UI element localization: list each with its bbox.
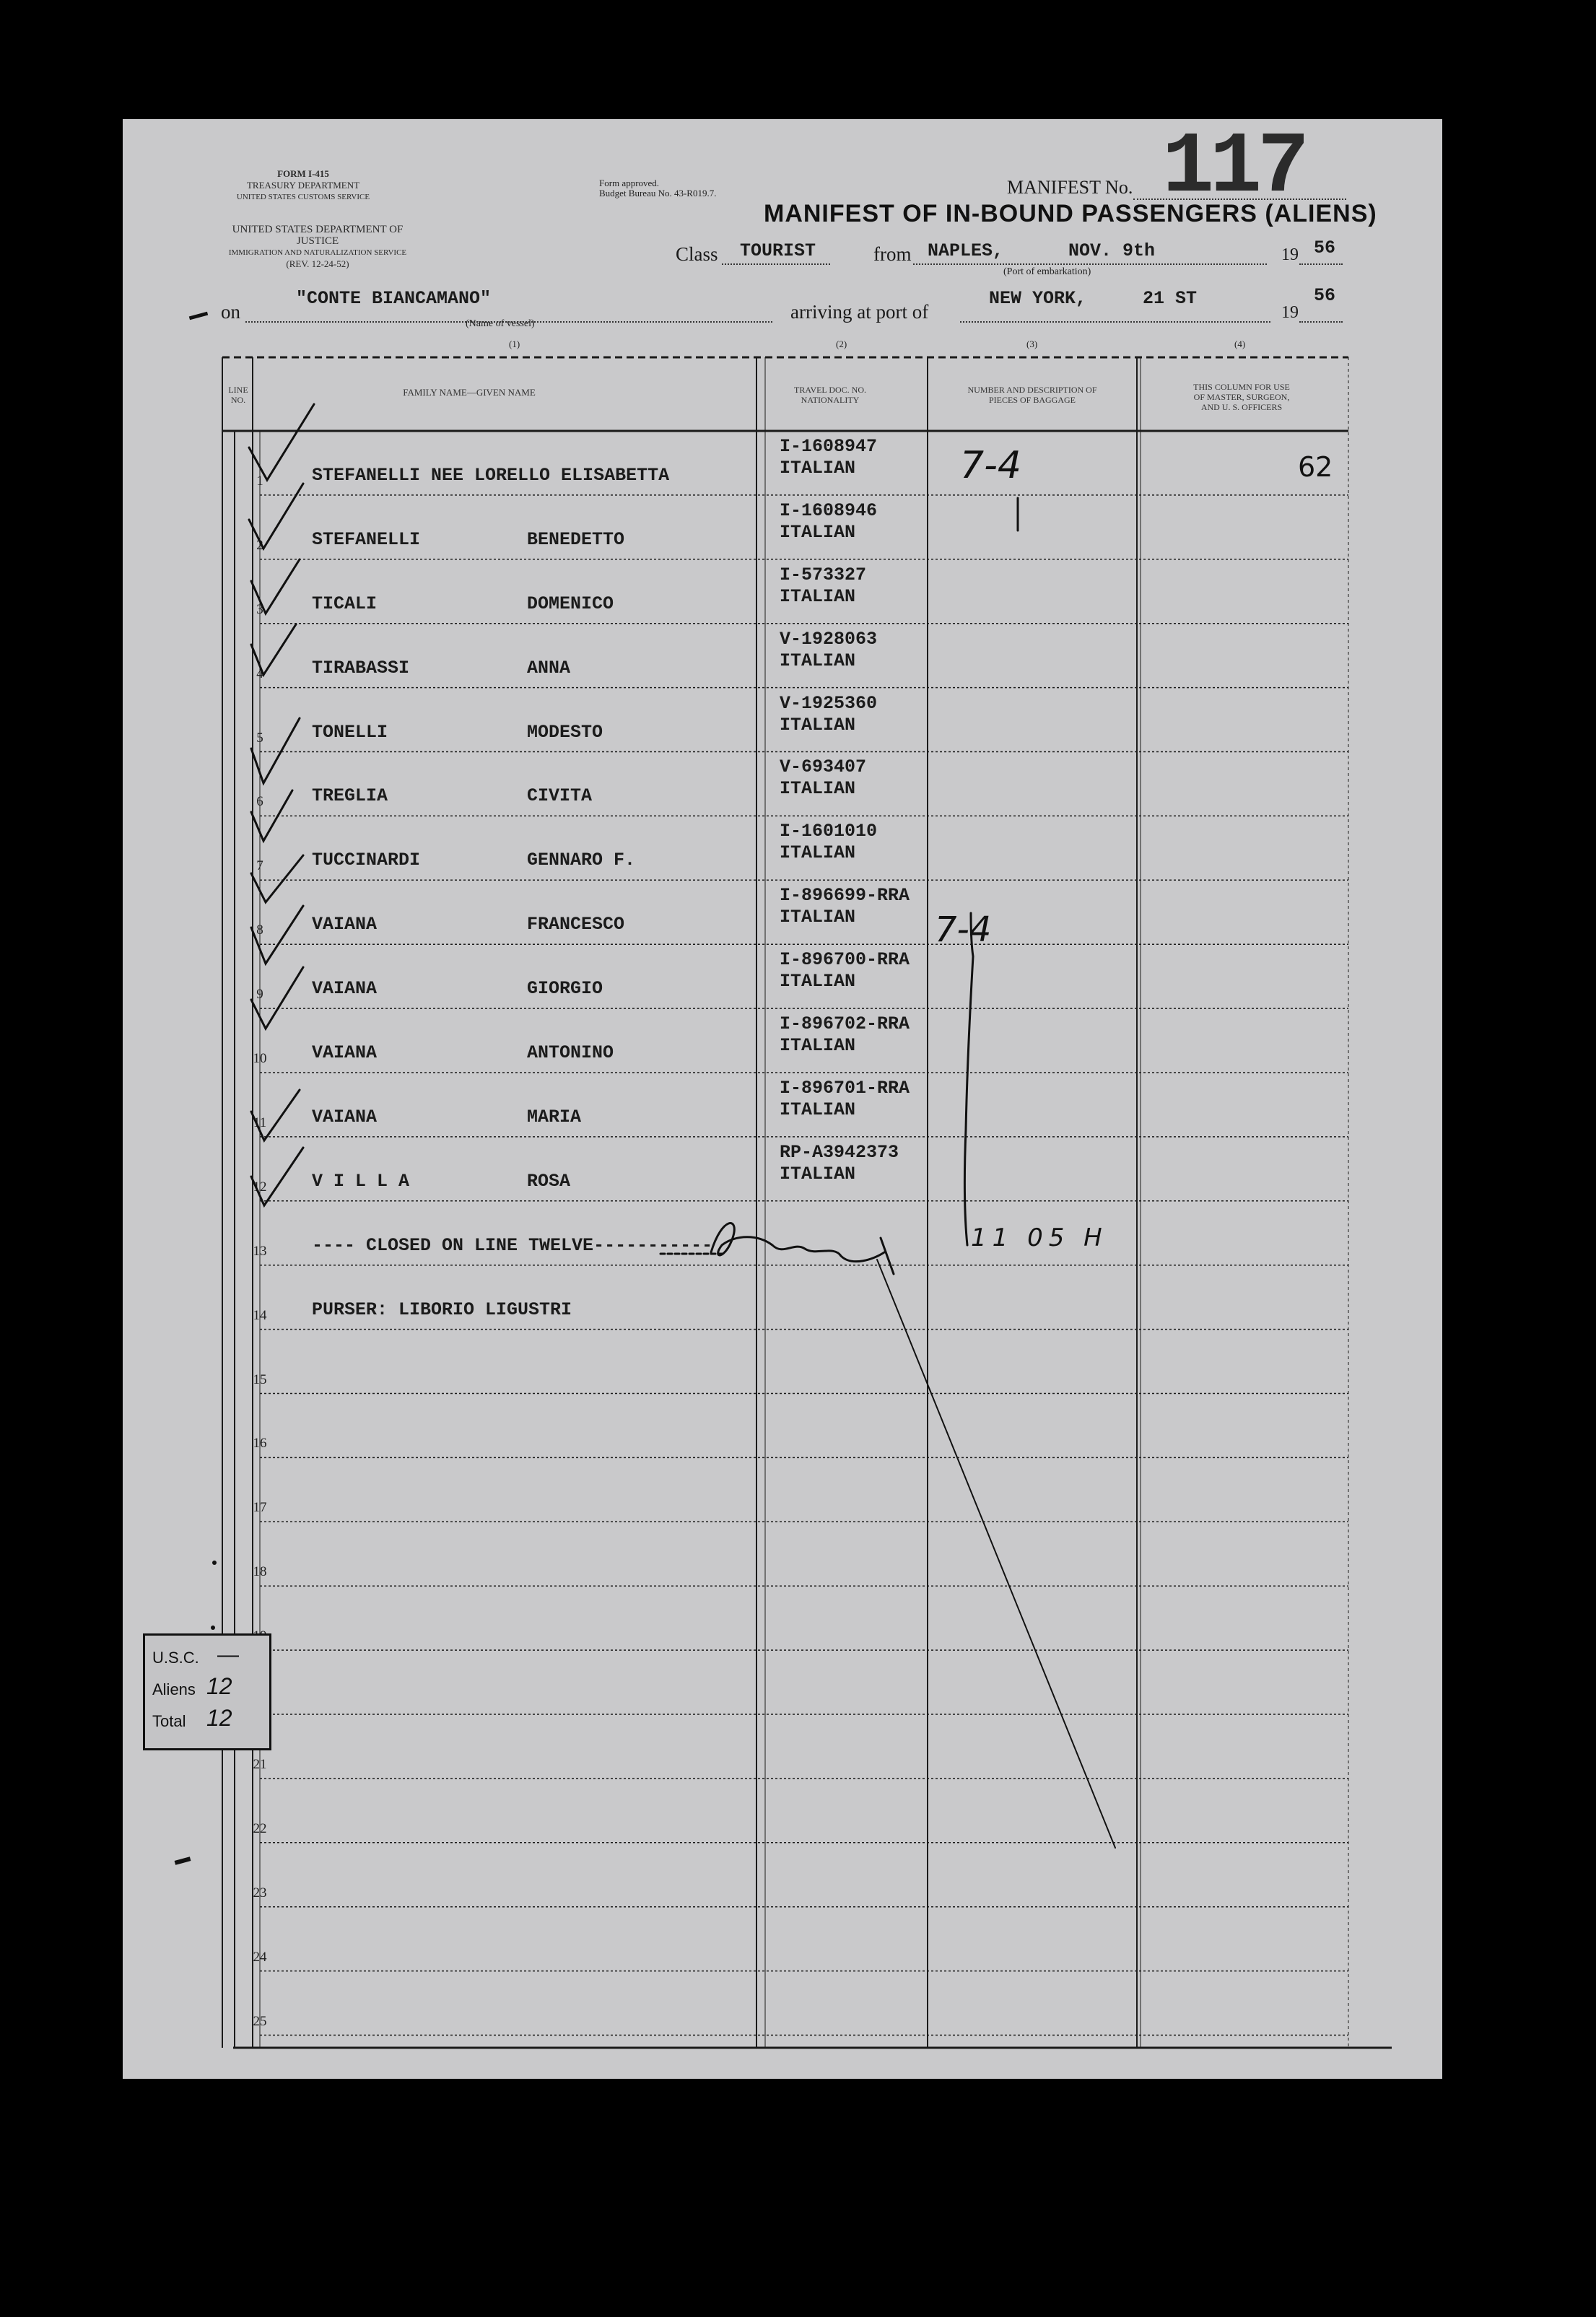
family-name: TIRABASSI bbox=[312, 657, 410, 678]
header-name: FAMILY NAME—GIVEN NAME bbox=[403, 387, 536, 398]
line-number: 23 bbox=[253, 1885, 267, 1901]
manifest-label: MANIFEST No. bbox=[1007, 177, 1133, 198]
nationality: ITALIAN bbox=[780, 971, 856, 992]
manifest-page bbox=[123, 119, 1442, 2079]
revision-date: (REV. 12-24-52) bbox=[286, 258, 349, 269]
travel-doc-number: I-1608947 bbox=[780, 435, 878, 457]
form-approved: Form approved. bbox=[599, 178, 660, 188]
manifest-number: 117 bbox=[1162, 119, 1306, 217]
checkmark-row-9 bbox=[251, 967, 303, 1029]
total-label: Total bbox=[152, 1712, 186, 1730]
nationality: ITALIAN bbox=[780, 842, 856, 864]
given-name: BENEDETTO bbox=[527, 528, 625, 550]
officer-note-row1: 62 bbox=[1298, 451, 1333, 483]
nationality: ITALIAN bbox=[780, 585, 856, 607]
header-baggage-1: NUMBER AND DESCRIPTION OF bbox=[967, 385, 1097, 395]
arrival-date: 21 ST bbox=[1143, 288, 1198, 309]
travel-doc-number: I-896702-RRA bbox=[780, 1013, 910, 1034]
given-name: FRANCESCO bbox=[527, 914, 625, 935]
travel-doc-number: V-1925360 bbox=[780, 692, 878, 714]
departure-year: 56 bbox=[1314, 237, 1336, 258]
column-4-number: (4) bbox=[1234, 339, 1246, 349]
family-name: STEFANELLI NEE LORELLO ELISABETTA bbox=[312, 464, 670, 486]
given-name: CIVITA bbox=[527, 785, 593, 807]
aliens-label: Aliens bbox=[152, 1680, 196, 1698]
given-name: ANTONINO bbox=[527, 1042, 614, 1063]
vessel-caption: (Name of vessel) bbox=[466, 318, 535, 329]
line-number: 3 bbox=[256, 601, 263, 617]
class-label: Class bbox=[676, 243, 718, 265]
arriving-label: arriving at port of bbox=[790, 301, 929, 323]
travel-doc-number: I-573327 bbox=[780, 564, 867, 585]
family-name: VAIANA bbox=[312, 978, 378, 1000]
given-name: ROSA bbox=[527, 1170, 571, 1192]
checkmark-row-2 bbox=[249, 484, 303, 549]
baggage-total: 11 05 H bbox=[971, 1223, 1108, 1252]
line-number: 4 bbox=[256, 666, 263, 681]
port-of-embarkation: NAPLES, bbox=[928, 240, 1004, 261]
usc-label: U.S.C. bbox=[152, 1649, 199, 1667]
justice-department: UNITED STATES DEPARTMENT OF JUSTICE bbox=[232, 224, 404, 247]
usc-value: — bbox=[217, 1643, 239, 1667]
family-name: TREGLIA bbox=[312, 785, 388, 807]
checkmark-row-6 bbox=[251, 790, 292, 841]
column-2-number: (2) bbox=[836, 339, 847, 349]
given-name: GIORGIO bbox=[527, 978, 603, 1000]
checkmark-row-7 bbox=[251, 855, 303, 902]
line-number: 11 bbox=[253, 1114, 267, 1130]
header-officers-1: THIS COLUMN FOR USE bbox=[1193, 382, 1290, 392]
year-prefix-1: 19 bbox=[1281, 245, 1299, 264]
baggage-note-row1: 7-4 bbox=[960, 444, 1021, 487]
family-name: STEFANELLI bbox=[312, 528, 421, 550]
line-number: 9 bbox=[256, 987, 263, 1003]
checkmark-row-8 bbox=[251, 906, 303, 964]
checkmark-row-4 bbox=[251, 624, 296, 675]
column-3-number: (3) bbox=[1026, 339, 1038, 349]
nationality: ITALIAN bbox=[780, 1099, 856, 1120]
baggage-note-row8: 7-4 bbox=[935, 909, 992, 950]
travel-doc-number: I-896701-RRA bbox=[780, 1077, 910, 1099]
nationality: ITALIAN bbox=[780, 457, 856, 479]
signature bbox=[711, 1223, 894, 1274]
family-name: TICALI bbox=[312, 593, 378, 614]
travel-doc-number: V-1928063 bbox=[780, 628, 878, 650]
budget-bureau: Budget Bureau No. 43-R019.7. bbox=[599, 188, 717, 198]
line-number: 25 bbox=[253, 2013, 267, 2029]
travel-doc-number: I-896699-RRA bbox=[780, 885, 910, 907]
checkmark-row-3 bbox=[251, 559, 300, 614]
ins-service: IMMIGRATION AND NATURALIZATION SERVICE bbox=[228, 248, 407, 257]
nationality: ITALIAN bbox=[780, 1163, 856, 1184]
given-name: MARIA bbox=[527, 1106, 582, 1127]
checkmark-row-5 bbox=[251, 718, 300, 783]
line-number: 13 bbox=[253, 1243, 267, 1259]
nationality: ITALIAN bbox=[780, 1035, 856, 1056]
line-number: 12 bbox=[253, 1179, 267, 1195]
travel-doc-number: I-1608946 bbox=[780, 499, 878, 521]
departure-date: NOV. 9th bbox=[1068, 240, 1156, 261]
header-travel-doc-2: NATIONALITY bbox=[801, 395, 860, 405]
line-number: 24 bbox=[253, 1949, 267, 1965]
nationality: ITALIAN bbox=[780, 714, 856, 736]
on-label: on bbox=[221, 301, 240, 323]
column-1-number: (1) bbox=[509, 339, 520, 349]
line-number: 15 bbox=[253, 1371, 267, 1387]
family-name: TUCCINARDI bbox=[312, 850, 421, 871]
nationality: ITALIAN bbox=[780, 907, 856, 928]
line-number: 7 bbox=[256, 858, 263, 874]
line-number: 1 bbox=[256, 473, 263, 489]
checkmark-row-1 bbox=[249, 404, 314, 480]
given-name: ANNA bbox=[527, 657, 571, 678]
travel-doc-number: V-693407 bbox=[780, 756, 867, 778]
family-name: TONELLI bbox=[312, 721, 388, 743]
nationality: ITALIAN bbox=[780, 778, 856, 800]
arrival-port: NEW YORK, bbox=[989, 288, 1087, 309]
nationality: ITALIAN bbox=[780, 650, 856, 671]
header-baggage-2: PIECES OF BAGGAGE bbox=[988, 395, 1076, 405]
line-number: 21 bbox=[253, 1756, 267, 1772]
travel-doc-number: I-896700-RRA bbox=[780, 949, 910, 971]
line-number: 14 bbox=[253, 1307, 267, 1323]
checkmark-row-12 bbox=[251, 1148, 303, 1205]
count-stamp bbox=[143, 1633, 271, 1750]
travel-doc-number: RP-A3942373 bbox=[780, 1141, 899, 1163]
total-value: 12 bbox=[206, 1705, 232, 1731]
line-number: 8 bbox=[256, 922, 263, 938]
family-name: VAIANA bbox=[312, 914, 378, 935]
line-number: 18 bbox=[253, 1564, 267, 1580]
diagonal-line bbox=[877, 1260, 1115, 1848]
baggage-bracket bbox=[964, 913, 973, 1245]
line-number: 17 bbox=[253, 1500, 267, 1516]
line-number: 2 bbox=[256, 537, 263, 553]
family-name: V I L L A bbox=[312, 1170, 410, 1192]
from-label: from bbox=[873, 243, 912, 265]
header-officers-3: AND U. S. OFFICERS bbox=[1200, 402, 1283, 412]
year-prefix-2: 19 bbox=[1281, 303, 1299, 322]
header-officers-2: OF MASTER, SURGEON, bbox=[1193, 392, 1290, 402]
header-travel-doc-1: TRAVEL DOC. NO. bbox=[793, 385, 866, 395]
given-name: GENNARO F. bbox=[527, 850, 636, 871]
line-number: 5 bbox=[256, 730, 263, 746]
port-embarkation-caption: (Port of embarkation) bbox=[1003, 266, 1091, 277]
family-name: VAIANA bbox=[312, 1042, 378, 1063]
line-number: 6 bbox=[256, 794, 263, 810]
family-name: VAIANA bbox=[312, 1106, 378, 1127]
travel-doc-number: I-1601010 bbox=[780, 821, 878, 842]
handwritten-marks bbox=[123, 119, 1442, 2079]
line-number: 10 bbox=[253, 1051, 267, 1066]
customs-service: UNITED STATES CUSTOMS SERVICE bbox=[236, 193, 370, 201]
family-name: PURSER: LIBORIO LIGUSTRI bbox=[312, 1299, 572, 1320]
aliens-value: 12 bbox=[206, 1673, 232, 1699]
nationality: ITALIAN bbox=[780, 521, 856, 543]
vessel-name: "CONTE BIANCAMANO" bbox=[296, 288, 492, 309]
given-name: DOMENICO bbox=[527, 593, 614, 614]
family-name: ---- CLOSED ON LINE TWELVE----------- bbox=[312, 1234, 713, 1256]
class-value: TOURIST bbox=[740, 240, 816, 261]
form-number: FORM I-415 bbox=[277, 168, 329, 179]
checkmark-row-11 bbox=[251, 1090, 300, 1140]
line-number: 22 bbox=[253, 1820, 267, 1836]
arrival-year: 56 bbox=[1314, 285, 1336, 306]
manifest-title: MANIFEST OF IN-BOUND PASSENGERS (ALIENS) bbox=[764, 200, 1377, 227]
given-name: MODESTO bbox=[527, 721, 603, 743]
header-line-no: LINE NO. bbox=[228, 385, 248, 405]
line-number: 16 bbox=[253, 1436, 267, 1452]
treasury-department: TREASURY DEPARTMENT bbox=[246, 180, 360, 191]
